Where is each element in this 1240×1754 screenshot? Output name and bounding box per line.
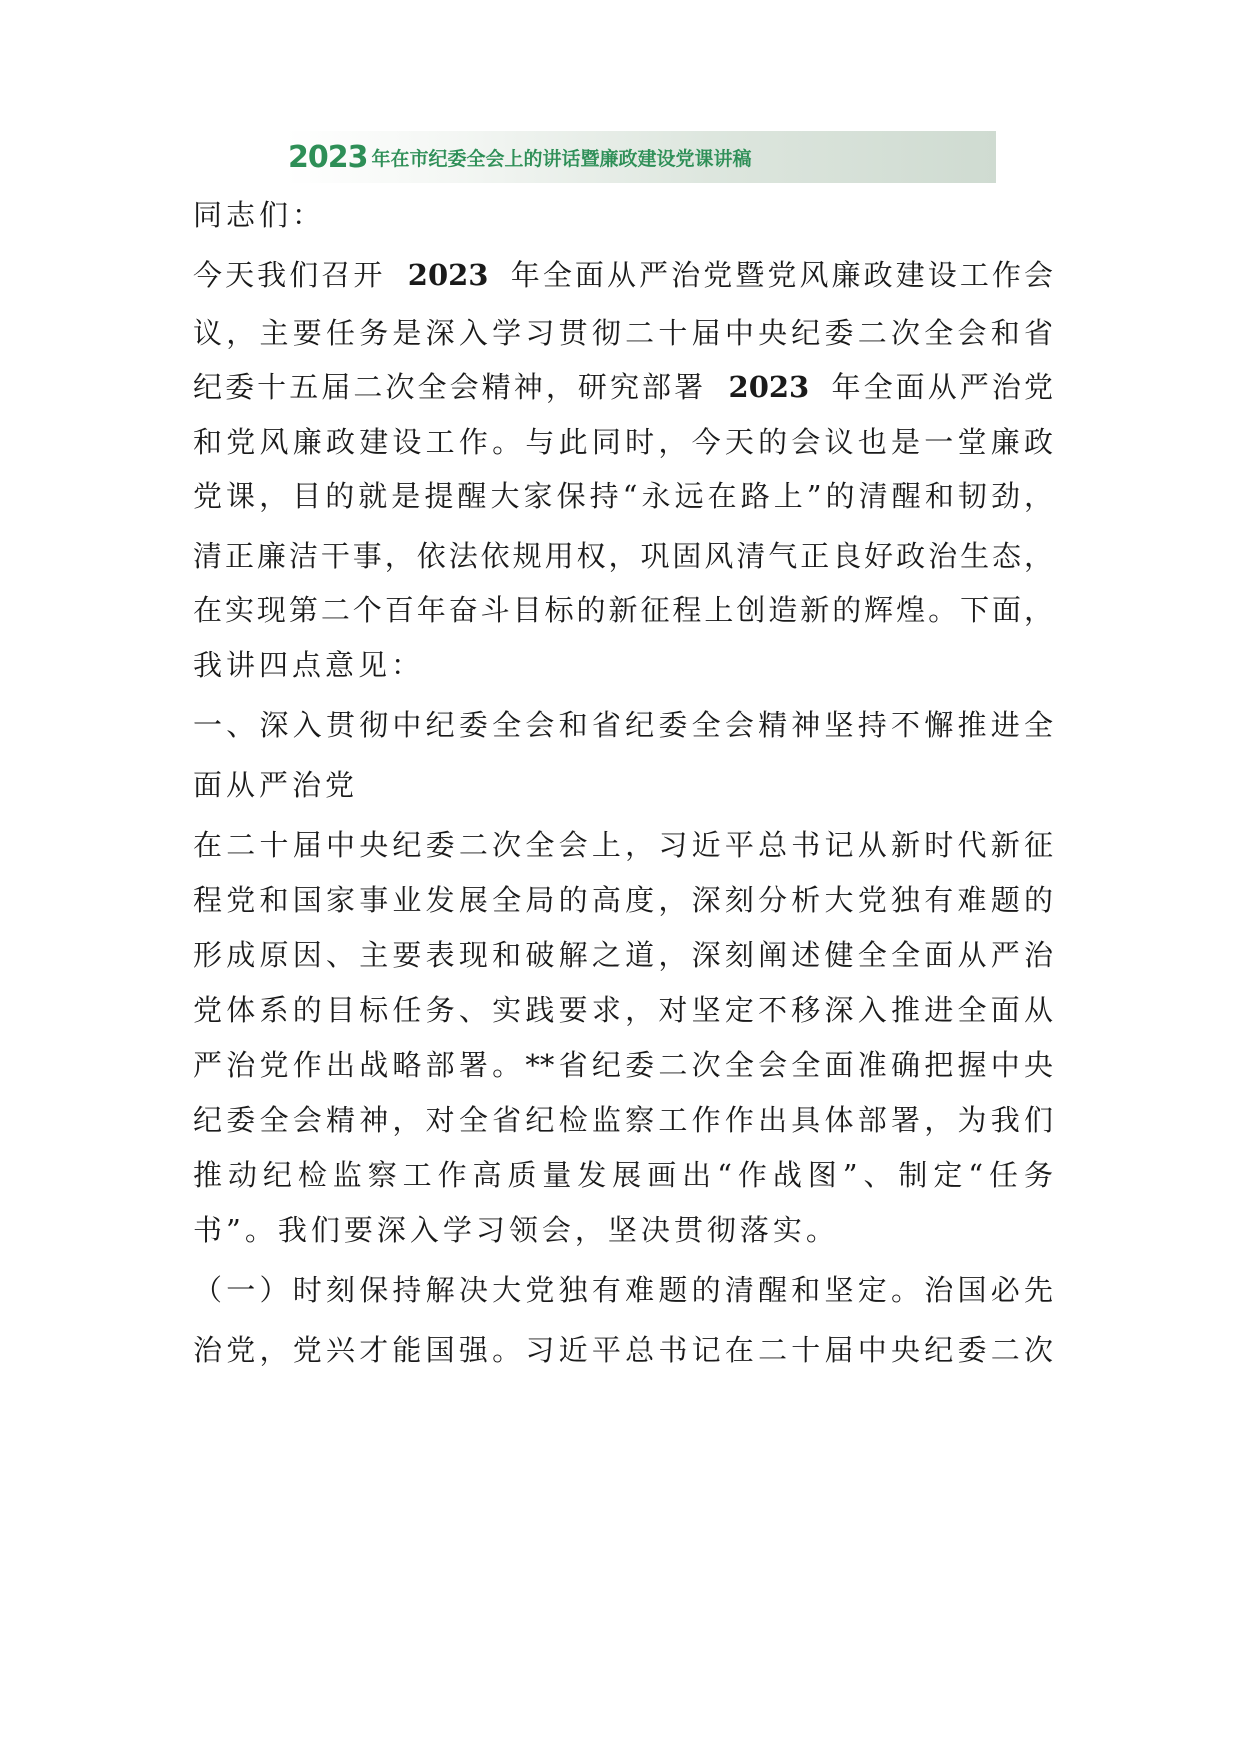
paragraph-line: 党体系的目标任务、实践要求，对坚定不移深入推进全面从 [193, 993, 1053, 1027]
paragraph-line: 党课，目的就是提醒大家保持“永远在路上”的清醒和韧劲， [193, 479, 1053, 513]
title-year: 2023 [288, 139, 368, 175]
paragraph-line: 纪委十五届二次全会精神，研究部署 2023 年全面从严治党 [193, 370, 1053, 404]
paragraph-line: 推动纪检监察工作高质量发展画出“作战图”、制定“任务 [193, 1158, 1053, 1192]
paragraph-line: 在实现第二个百年奋斗目标的新征程上创造新的辉煌。下面， [193, 593, 1053, 627]
subsection-line: （一）时刻保持解决大党独有难题的清醒和坚定。治国必先 [193, 1273, 1053, 1307]
paragraph-line: 治党，党兴才能国强。习近平总书记在二十届中央纪委二次 [193, 1333, 1053, 1367]
paragraph-line: 在二十届中央纪委二次全会上，习近平总书记从新时代新征 [193, 828, 1053, 862]
paragraph-line: 程党和国家事业发展全局的高度，深刻分析大党独有难题的 [193, 883, 1053, 917]
greeting: 同志们： [193, 198, 326, 232]
document-title-banner [286, 131, 996, 183]
title-text: 年在市纪委全会上的讲话暨廉政建设党课讲稿 [371, 147, 752, 170]
section-heading: 一、深入贯彻中纪委全会和省纪委全会精神坚持不懈推进全 [193, 708, 1053, 742]
paragraph-line: 和党风廉政建设工作。与此同时，今天的会议也是一堂廉政 [193, 425, 1053, 459]
paragraph-line: 严治党作出战略部署。**省纪委二次全会全面准确把握中央 [193, 1048, 1053, 1082]
paragraph-line: 我讲四点意见： [193, 648, 425, 682]
paragraph-line: 书”。我们要深入学习领会，坚决贯彻落实。 [193, 1213, 839, 1247]
section-heading: 面从严治党 [193, 768, 359, 802]
paragraph-line: 清正廉洁干事，依法依规用权，巩固风清气正良好政治生态， [193, 539, 1053, 573]
paragraph-line: 纪委全会精神，对全省纪检监察工作作出具体部署，为我们 [193, 1103, 1053, 1137]
paragraph-line: 议，主要任务是深入学习贯彻二十届中央纪委二次全会和省 [193, 316, 1053, 350]
paragraph-line: 形成原因、主要表现和破解之道，深刻阐述健全全面从严治 [193, 938, 1053, 972]
paragraph-line: 今天我们召开 2023 年全面从严治党暨党风廉政建设工作会 [193, 258, 1053, 292]
